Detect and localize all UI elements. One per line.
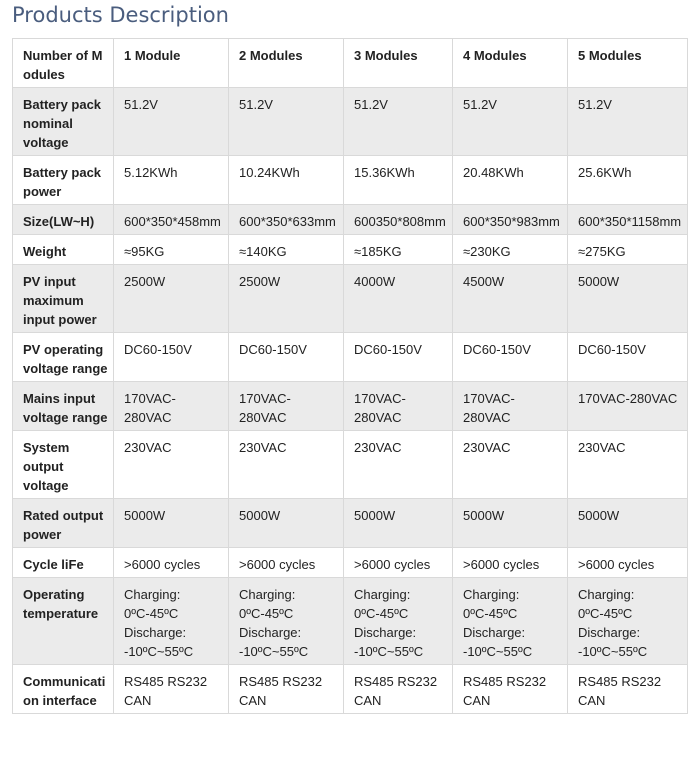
- table-cell: >6000 cycles: [344, 548, 453, 578]
- table-cell: DC60-150V: [453, 333, 568, 382]
- table-row: [13, 499, 688, 548]
- row-label: PV input maximum input power: [13, 265, 114, 333]
- table-row: [13, 156, 688, 205]
- table-cell: 600*350*633mm: [229, 205, 344, 235]
- table-cell: 51.2V: [568, 88, 688, 156]
- table-cell: 230VAC: [229, 431, 344, 499]
- table-cell: Charging: 0ºC-45ºC Discharge: -10ºC~55ºC: [344, 578, 453, 665]
- table-cell: 51.2V: [229, 88, 344, 156]
- table-cell: 20.48KWh: [453, 156, 568, 205]
- row-label: Size(LW~H): [13, 205, 114, 235]
- row-label: Weight: [13, 235, 114, 265]
- row-label: System output voltage: [13, 431, 114, 499]
- table-cell: 170VAC- 280VAC: [229, 382, 344, 431]
- table-cell: >6000 cycles: [114, 548, 229, 578]
- table-cell: Charging: 0ºC-45ºC Discharge: -10ºC~55ºC: [453, 578, 568, 665]
- table-cell: ≈185KG: [344, 235, 453, 265]
- table-cell: 4000W: [344, 265, 453, 333]
- table-cell: 5.12KWh: [114, 156, 229, 205]
- header-cell-3-modules: 3 Modules: [344, 39, 453, 88]
- table-cell: 5000W: [114, 499, 229, 548]
- table-cell: ≈95KG: [114, 235, 229, 265]
- products-spec-table: [12, 38, 688, 714]
- table-cell: 170VAC- 280VAC: [344, 382, 453, 431]
- table-cell: Charging: 0ºC-45ºC Discharge: -10ºC~55ºC: [114, 578, 229, 665]
- header-cell-1-module: 1 Module: [114, 39, 229, 88]
- table-cell: 5000W: [229, 499, 344, 548]
- table-cell: 5000W: [568, 499, 688, 548]
- table-cell: >6000 cycles: [453, 548, 568, 578]
- table-row: [13, 548, 688, 578]
- table-cell: DC60-150V: [229, 333, 344, 382]
- table-cell: RS485 RS232 CAN: [453, 665, 568, 714]
- table-cell: 600*350*983mm: [453, 205, 568, 235]
- table-cell: 170VAC- 280VAC: [453, 382, 568, 431]
- table-header-row: [13, 39, 688, 88]
- table-cell: ≈140KG: [229, 235, 344, 265]
- table-cell: 2500W: [114, 265, 229, 333]
- row-label: Battery pack nominal voltage: [13, 88, 114, 156]
- table-cell: 170VAC- 280VAC: [114, 382, 229, 431]
- table-cell: 51.2V: [344, 88, 453, 156]
- row-label: Cycle liFe: [13, 548, 114, 578]
- row-label: Operating temperature: [13, 578, 114, 665]
- table-row: [13, 205, 688, 235]
- header-cell-5-modules: 5 Modules: [568, 39, 688, 88]
- table-cell: 51.2V: [453, 88, 568, 156]
- table-cell: 51.2V: [114, 88, 229, 156]
- header-cell-4-modules: 4 Modules: [453, 39, 568, 88]
- table-cell: 230VAC: [114, 431, 229, 499]
- table-cell: 4500W: [453, 265, 568, 333]
- table-row: [13, 382, 688, 431]
- row-label: Communication interface: [13, 665, 114, 714]
- table-cell: 600*350*1158mm: [568, 205, 688, 235]
- table-cell: 5000W: [453, 499, 568, 548]
- table-cell: 230VAC: [344, 431, 453, 499]
- table-row: [13, 431, 688, 499]
- table-row: [13, 665, 688, 714]
- table-cell: 2500W: [229, 265, 344, 333]
- table-cell: DC60-150V: [344, 333, 453, 382]
- row-label: Battery pack power: [13, 156, 114, 205]
- table-cell: Charging: 0ºC-45ºC Discharge: -10ºC~55ºC: [229, 578, 344, 665]
- table-cell: 5000W: [568, 265, 688, 333]
- row-label: PV operating voltage range: [13, 333, 114, 382]
- table-cell: ≈230KG: [453, 235, 568, 265]
- table-cell: 600*350*458mm: [114, 205, 229, 235]
- table-cell: 230VAC: [453, 431, 568, 499]
- table-cell: DC60-150V: [114, 333, 229, 382]
- table-cell: DC60-150V: [568, 333, 688, 382]
- table-row: [13, 333, 688, 382]
- table-cell: 230VAC: [568, 431, 688, 499]
- row-label: Rated output power: [13, 499, 114, 548]
- table-row: [13, 235, 688, 265]
- table-cell: 15.36KWh: [344, 156, 453, 205]
- table-cell: 170VAC-280VAC: [568, 382, 688, 431]
- table-cell: RS485 RS232 CAN: [229, 665, 344, 714]
- table-cell: >6000 cycles: [568, 548, 688, 578]
- table-row: [13, 88, 688, 156]
- table-cell: 10.24KWh: [229, 156, 344, 205]
- header-cell-number-of-modules: Number of Modules: [13, 39, 114, 88]
- table-cell: 25.6KWh: [568, 156, 688, 205]
- table-cell: Charging: 0ºC-45ºC Discharge: -10ºC~55ºC: [568, 578, 688, 665]
- table-cell: RS485 RS232 CAN: [114, 665, 229, 714]
- table-cell: 600350*808mm: [344, 205, 453, 235]
- table-row: [13, 265, 688, 333]
- table-cell: >6000 cycles: [229, 548, 344, 578]
- table-cell: ≈275KG: [568, 235, 688, 265]
- table-cell: RS485 RS232 CAN: [344, 665, 453, 714]
- table-cell: RS485 RS232 CAN: [568, 665, 688, 714]
- table-row: [13, 578, 688, 665]
- table-cell: 5000W: [344, 499, 453, 548]
- page-title: Products Description: [12, 3, 229, 27]
- row-label: Mains input voltage range: [13, 382, 114, 431]
- header-cell-2-modules: 2 Modules: [229, 39, 344, 88]
